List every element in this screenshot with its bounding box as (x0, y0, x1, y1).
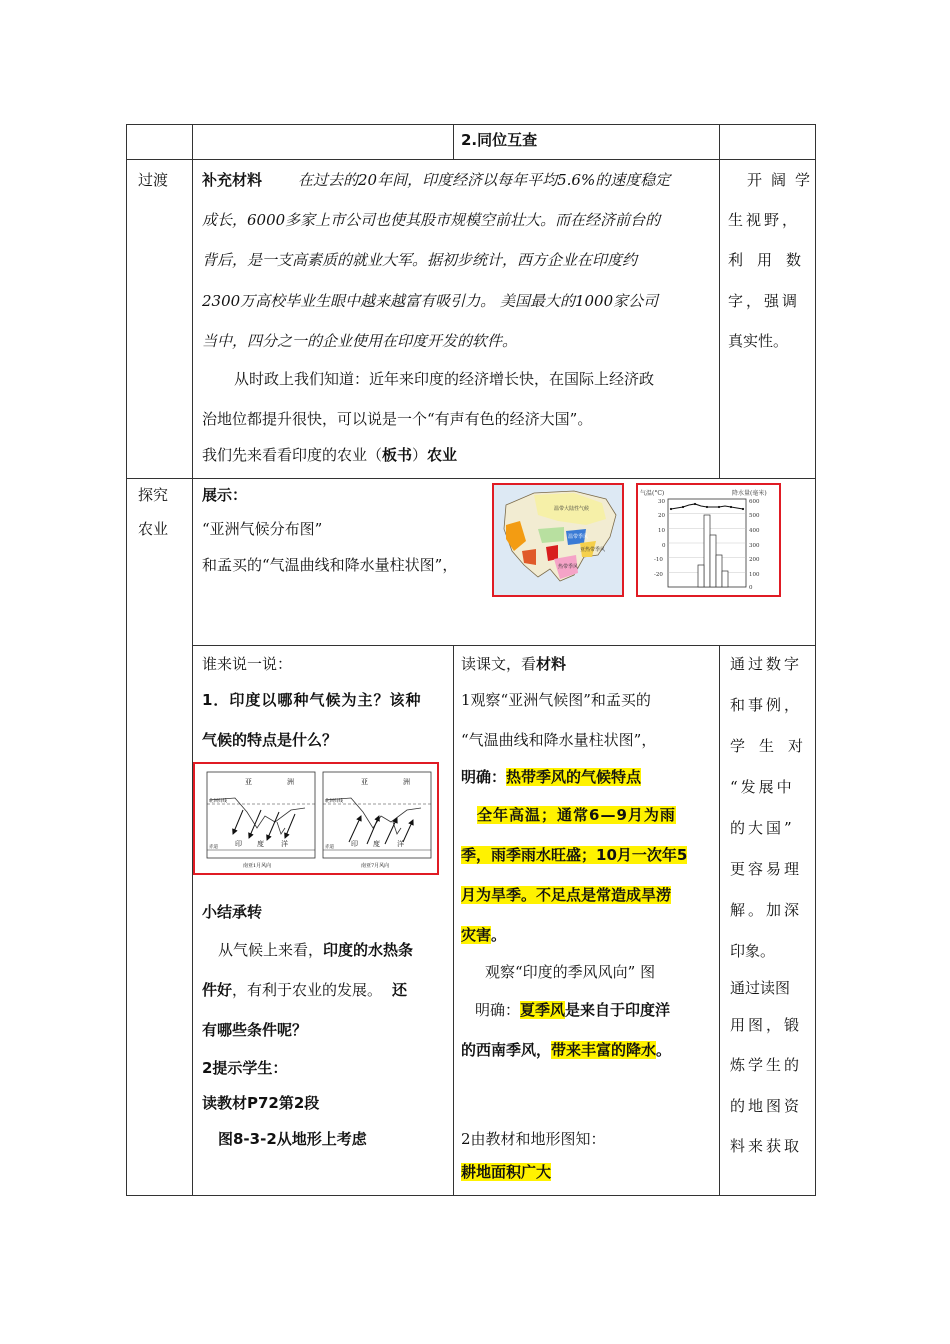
material-line: 当中，四分之一的企业使用在印度开发的软件。 (202, 332, 518, 350)
precip-tick: 600 (749, 499, 760, 505)
table-border-bottom (126, 1195, 816, 1196)
material-line: 2300万高校毕业生眼中越来越富有吸引力。 美国最大的1000家公司 (202, 292, 659, 310)
temp-tick: 0 (662, 543, 666, 549)
observation-line: 1观察“亚洲气候图”和孟买的 (461, 691, 651, 709)
section-label-explore: 农业 (138, 520, 169, 538)
note-line: 利用数 (728, 251, 816, 269)
question-1: 1．印度以哪种气候为主？该种 (202, 691, 422, 709)
feature-line: 全年高温；通常6—9月为雨 (477, 806, 676, 824)
monsoon-statement: 明确：夏季风是来自于印度洋 (475, 1001, 671, 1019)
politics-line: 从时政上我们知道：近年来印度的经济增长快，在国际上经济政 (234, 370, 655, 388)
summary-line: 有哪些条件呢？ (202, 1021, 308, 1039)
discussion-intro: 谁来说一说： (202, 655, 293, 673)
note-line: 解。加深 (730, 901, 803, 919)
question-1: 气候的特点是什么？ (202, 731, 338, 749)
asia-climate-map (492, 483, 624, 597)
temp-tick: 20 (658, 513, 665, 519)
clear-statement: 明确：热带季风的气候特点 (461, 768, 642, 786)
map-label-temperate-monsoon: 温带季风 (568, 534, 589, 540)
note-line: 更容易理 (730, 860, 803, 878)
precip-bar (722, 571, 728, 587)
feature-line: 月为旱季。不足点是常造成旱涝 (461, 886, 672, 904)
note-line: “发展中 (730, 778, 795, 796)
observation-line: “气温曲线和降水量柱状图”， (461, 731, 657, 749)
farmland-line: 耕地面积广大 (461, 1163, 552, 1181)
svg-text:北回归线: 北回归线 (325, 799, 343, 804)
precip-tick: 300 (749, 543, 760, 549)
column-divider (192, 124, 193, 1196)
precip-bar (704, 515, 710, 587)
note-line: 炼学生的 (730, 1056, 803, 1074)
svg-text:洲: 洲 (403, 778, 410, 786)
note-line: 开阔学 (747, 171, 820, 189)
note-line: 料来获取 (730, 1137, 803, 1155)
note-line: 字，强调 (728, 292, 801, 310)
precip-tick: 400 (749, 528, 760, 534)
column-divider (719, 124, 720, 479)
svg-text:赤道: 赤道 (325, 845, 334, 850)
terrain-line: 2由教材和地形图知： (461, 1130, 606, 1148)
politics-line: 治地位都提升很快，可以说是一个“有声有色的经济大国”。 (202, 410, 593, 428)
row-divider (126, 159, 816, 160)
section-label-transition: 过渡 (138, 171, 169, 189)
wind-map-graphic (195, 764, 437, 873)
observation-line: 观察“印度的季风风向” 图 (485, 963, 656, 981)
row-divider (192, 645, 816, 646)
note-line: 的大国” (730, 819, 795, 837)
graph-precip-title: 降水量(毫米) (732, 490, 767, 497)
temp-tick: 30 (658, 499, 665, 505)
precip-bar (710, 535, 716, 587)
summary-line: 件好，有利于农业的发展。 还 (202, 981, 408, 999)
reading-assignment: 读教材P72第2段 (202, 1094, 320, 1112)
note-line: 和事例， (730, 696, 803, 714)
material-line: 背后，是一支高素质的就业大军。据初步统计，西方企业在印度约 (202, 251, 638, 269)
map-label-subtropical-monsoon: 亚热带季风 (580, 547, 606, 553)
precip-bar (698, 565, 704, 587)
table-border-right (815, 124, 816, 1196)
precip-tick: 500 (749, 513, 760, 519)
svg-text:洲: 洲 (287, 778, 294, 786)
row-divider (126, 478, 816, 479)
peer-check-text: 2.同位互查 (461, 131, 538, 149)
svg-text:亚: 亚 (245, 778, 252, 786)
temp-tick: -10 (654, 557, 663, 563)
temp-tick: -20 (654, 572, 663, 578)
svg-text:度: 度 (257, 840, 264, 848)
precip-tick: 0 (749, 585, 753, 591)
note-line: 用图，锻 (730, 1016, 803, 1034)
note-line: 的地图资 (730, 1097, 803, 1115)
note-line: 学生对 (730, 737, 818, 755)
column-divider (453, 124, 454, 160)
feature-line: 灾害。 (461, 926, 507, 944)
column-divider (453, 645, 454, 1196)
asia-map-graphic (494, 485, 622, 595)
summary-line: 从气候上来看，印度的水热条 (218, 941, 414, 959)
svg-text:印: 印 (235, 840, 242, 848)
material-line: 在过去的20年间，印度经济以每年平均5.6%的速度稳定 (298, 171, 671, 189)
svg-text:洋: 洋 (397, 840, 404, 848)
table-border-left (126, 124, 127, 1196)
wind-caption-july: 南亚7月风向 (361, 863, 390, 869)
precip-tick: 200 (749, 557, 760, 563)
svg-text:赤道: 赤道 (209, 845, 218, 850)
svg-text:印: 印 (351, 840, 358, 848)
precip-bar (716, 555, 722, 587)
material-line: 成长，6000多家上市公司也使其股市规模空前壮大。而在经济前台的 (202, 211, 661, 229)
svg-text:洋: 洋 (281, 840, 288, 848)
show-item: 和孟买的“气温曲线和降水量柱状图”， (202, 556, 458, 574)
svg-text:北回归线: 北回归线 (209, 799, 227, 804)
map-label-continental: 温带大陆性气候 (554, 506, 590, 512)
column-divider (719, 645, 720, 1196)
india-monsoon-wind-map (193, 762, 439, 875)
note-line: 真实性。 (728, 332, 789, 350)
svg-text:度: 度 (373, 840, 380, 848)
section-label-explore: 探究 (138, 486, 169, 504)
material-label: 补充材料 (202, 171, 263, 189)
mumbai-climate-graph (636, 483, 781, 597)
summary-title: 小结承转 (202, 903, 263, 921)
figure-reference: 图8-3-2从地形上考虑 (218, 1130, 367, 1148)
temp-tick: 10 (658, 528, 665, 534)
feature-line: 季，雨季雨水旺盛；10月一次年5 (461, 846, 688, 864)
graph-temp-title: 气温(°C) (640, 490, 665, 497)
precip-tick: 100 (749, 572, 760, 578)
reading-heading: 读课文，看材料 (461, 655, 567, 673)
map-label-tropical-monsoon: 热带季风 (558, 564, 579, 570)
agriculture-intro: 我们先来看看印度的农业（板书）农业 (202, 446, 458, 464)
show-label: 展示： (202, 486, 248, 504)
note-line: 通过读图 (730, 979, 791, 997)
show-item: “亚洲气候分布图” (202, 520, 323, 538)
note-line: 印象。 (730, 942, 776, 960)
table-border-top (126, 124, 816, 125)
wind-caption-january: 南亚1月风向 (243, 863, 272, 869)
note-line: 生视野， (728, 211, 801, 229)
svg-text:亚: 亚 (361, 778, 368, 786)
monsoon-statement: 的西南季风，带来丰富的降水。 (461, 1041, 672, 1059)
hint-label: 2提示学生： (202, 1059, 288, 1077)
climate-graph-graphic (638, 485, 779, 595)
note-line: 通过数字 (730, 655, 803, 673)
